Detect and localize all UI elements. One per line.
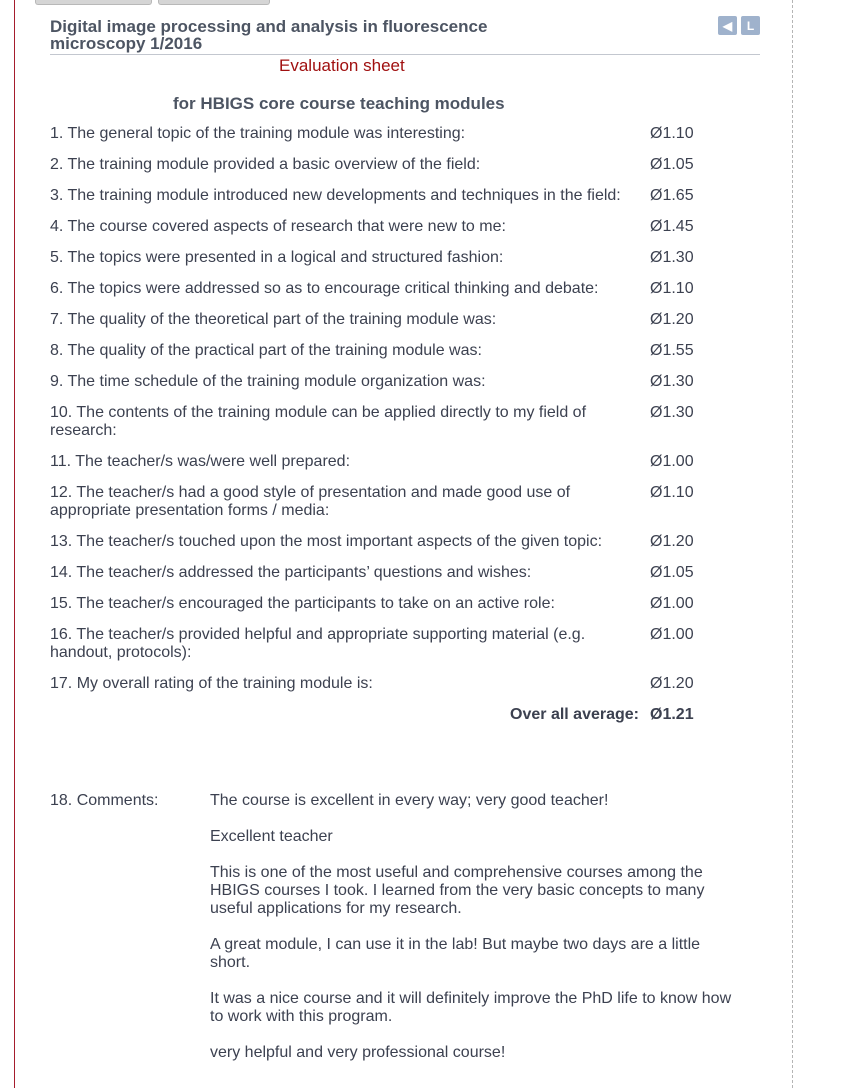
question-score: Ø1.10	[650, 484, 694, 501]
question-text: 16. The teacher/s provided helpful and appropriate supporting material (e.g. handout, protocols):	[50, 626, 586, 661]
left-border-line	[14, 0, 15, 1088]
question-row	[50, 595, 760, 613]
question-row	[50, 564, 760, 582]
page-title-text: Digital image processing and analysis in fluorescence microscopy 1/2016	[50, 17, 488, 53]
question-score: Ø1.20	[650, 533, 694, 550]
question-text: 15. The teacher/s encouraged the participants to take on an active role:	[50, 595, 555, 612]
comments-label: 18. Comments:	[50, 792, 159, 809]
comment-item: The course is excellent in every way; very good teacher!	[210, 792, 609, 809]
question-text: 5. The topics were presented in a logical and structured fashion:	[50, 249, 504, 266]
question-score: Ø1.30	[650, 373, 694, 390]
previous-button[interactable]	[718, 16, 737, 35]
last-button[interactable]	[741, 16, 760, 35]
question-text: 13. The teacher/s touched upon the most important aspects of the given topic:	[50, 533, 603, 550]
comment-item: Excellent teacher	[210, 828, 333, 845]
question-text: 17. My overall rating of the training module is:	[50, 675, 373, 692]
overall-average-value: Ø1.21	[650, 706, 694, 723]
question-text: 7. The quality of the theoretical part of the training module was:	[50, 311, 497, 328]
comment-item: This is one of the most useful and comprehensive courses among the HBIGS courses I took. I learned from the very basic concepts to many useful applications for my research.	[210, 864, 705, 917]
question-row	[50, 404, 760, 440]
top-tab-right[interactable]	[158, 0, 270, 5]
question-text: 6. The topics were addressed so as to encourage critical thinking and debate:	[50, 280, 599, 297]
question-row	[50, 218, 760, 236]
question-score: Ø1.00	[650, 626, 694, 643]
question-row	[50, 342, 760, 360]
question-row	[50, 156, 760, 174]
question-text: 10. The contents of the training module can be applied directly to my field of research:	[50, 404, 587, 439]
question-text: 8. The quality of the practical part of the training module was:	[50, 342, 482, 359]
question-score: Ø1.65	[650, 187, 694, 204]
question-row	[50, 484, 760, 520]
right-border-line	[792, 0, 793, 1088]
question-score: Ø1.10	[650, 125, 694, 142]
question-score: Ø1.10	[650, 280, 694, 297]
comment-item: very helpful and very professional course!	[210, 1044, 506, 1061]
question-score: Ø1.00	[650, 595, 694, 612]
question-row	[50, 626, 760, 662]
top-tab-left[interactable]	[35, 0, 152, 5]
question-text: 11. The teacher/s was/were well prepared:	[50, 453, 351, 470]
question-score: Ø1.45	[650, 218, 694, 235]
question-row	[50, 280, 760, 298]
question-text: 9. The time schedule of the training module organization was:	[50, 373, 486, 390]
question-score: Ø1.30	[650, 249, 694, 266]
page-header	[50, 18, 760, 55]
question-row	[50, 533, 760, 551]
question-score: Ø1.20	[650, 675, 694, 692]
question-score: Ø1.00	[650, 453, 694, 470]
question-list	[50, 125, 760, 724]
page-title	[50, 18, 760, 55]
question-score: Ø1.30	[650, 404, 694, 421]
evaluation-subheading: for HBIGS core course teaching modules	[173, 94, 505, 113]
overall-average-row	[50, 706, 760, 724]
nav-buttons	[718, 16, 760, 35]
question-row	[50, 453, 760, 471]
question-row	[50, 125, 760, 143]
question-row	[50, 249, 760, 267]
question-text: 14. The teacher/s addressed the participants’ questions and wishes:	[50, 564, 532, 581]
question-row	[50, 675, 760, 693]
question-text: 12. The teacher/s had a good style of presentation and made good use of appropriate presentation forms / media:	[50, 484, 571, 519]
question-score: Ø1.05	[650, 564, 694, 581]
question-score: Ø1.05	[650, 156, 694, 173]
question-row	[50, 373, 760, 391]
question-text: 1. The general topic of the training module was interesting:	[50, 125, 466, 142]
question-row	[50, 187, 760, 205]
question-score: Ø1.20	[650, 311, 694, 328]
last-label: L	[746, 18, 755, 33]
overall-average-label: Over all average:	[510, 706, 639, 723]
comment-item: A great module, I can use it in the lab! But maybe two days are a little short.	[210, 936, 701, 971]
question-text: 2. The training module provided a basic overview of the field:	[50, 156, 481, 173]
question-text: 4. The course covered aspects of research that were new to me:	[50, 218, 506, 235]
comment-item: It was a nice course and it will definitely improve the PhD life to know how to work with this program.	[210, 990, 732, 1025]
comments-list	[210, 792, 735, 1080]
previous-arrow-icon: ◀	[722, 18, 733, 33]
question-score: Ø1.55	[650, 342, 694, 359]
question-text: 3. The training module introduced new developments and techniques in the field:	[50, 187, 621, 204]
question-row	[50, 311, 760, 329]
evaluation-heading: Evaluation sheet	[279, 56, 405, 75]
